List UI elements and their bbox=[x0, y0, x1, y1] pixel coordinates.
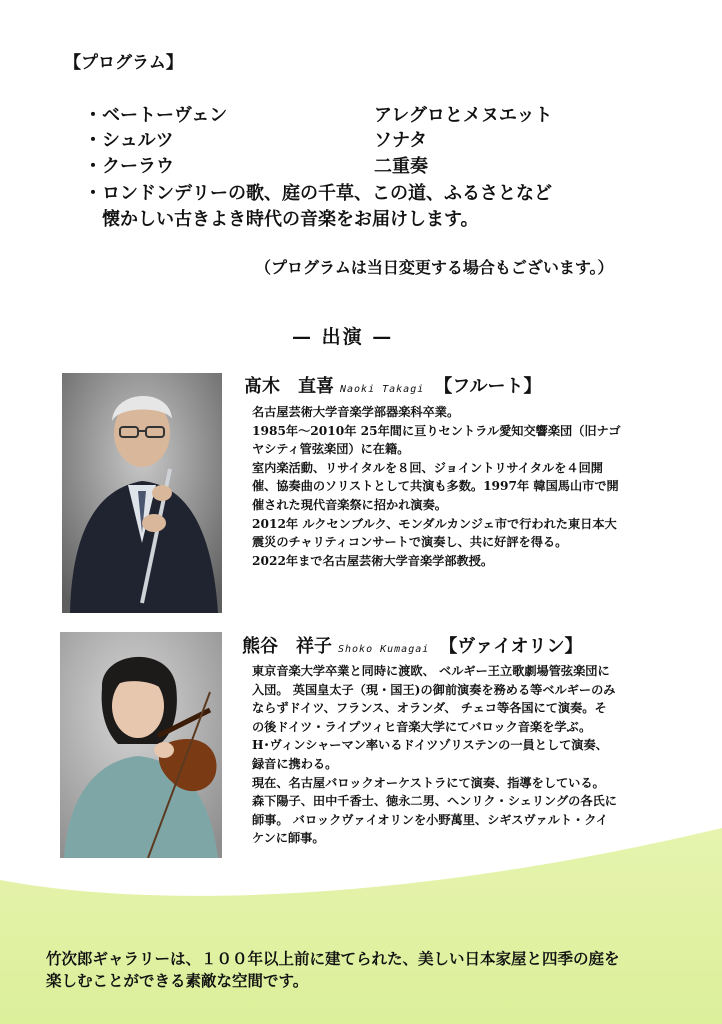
program-composer: ・クーラウ bbox=[84, 156, 174, 177]
bio-line: 催された現代音楽祭に招かれ演奏。 bbox=[252, 497, 447, 512]
bio-line: ならずドイツ、フランス、オランダ、 チェコ等各国にて演奏。そ bbox=[252, 701, 607, 716]
bio-line: 2012年 ルクセンブルク、モンダルカンジェ市で行われた東日本大 bbox=[252, 516, 617, 531]
bio-line: 東京音楽大学卒業と同時に渡欧、 ベルギー王立歌劇場管弦楽団に bbox=[252, 664, 610, 678]
bio-line: ケンに師事。 bbox=[252, 831, 325, 846]
program-work: 二重奏 bbox=[374, 156, 428, 177]
bio-line: 現在、名古屋バロックオーケストラにて演奏、指導をしている。 bbox=[252, 775, 605, 790]
program-extra-line: ・ロンドンデリーの歌、庭の千草、この道、ふるさとなど bbox=[84, 183, 552, 204]
program-heading: 【プログラム】 bbox=[64, 53, 183, 73]
bio-line: 催、協奏曲のソリストとして共演も多数。1997年 韓国馬山市で開 bbox=[252, 479, 619, 494]
performers-heading: — 出演 — bbox=[292, 326, 394, 348]
program-change-note: （プログラムは当日変更する場合もございます。） bbox=[255, 258, 614, 277]
bio-line: 師事。 バロックヴァイオリンを小野萬里、シギスヴァルト・クイ bbox=[252, 812, 608, 827]
performer-name: 髙木 直喜 bbox=[244, 376, 334, 397]
program-composer: ・ベートーヴェン bbox=[84, 105, 228, 126]
performer-photo-violin bbox=[60, 632, 222, 858]
bio-line: の後ドイツ・ライプツィヒ音楽大学にてバロック音楽を学ぶ。 bbox=[252, 719, 592, 734]
bio-line: 入団。 英国皇太子（現・国王)の御前演奏を務める等ベルギーのみ bbox=[252, 682, 616, 697]
gallery-description-line: 楽しむことができる素敵な空間です。 bbox=[46, 971, 309, 990]
bio-line: 森下陽子、田中千香士、徳永二男、ヘンリク・シェリングの各氏に bbox=[252, 794, 617, 809]
bio-line: 1985年～2010年 25年間に亘りセントラル愛知交響楽団（旧ナゴ bbox=[252, 423, 621, 438]
program-work: ソナタ bbox=[374, 130, 428, 151]
program-item bbox=[84, 101, 553, 127]
performer-instrument: 【フルート】 bbox=[434, 376, 542, 397]
bio-line: H･ヴィンシャーマン率いるドイツゾリステンの一員として演奏、 bbox=[252, 738, 608, 753]
performer-name: 熊谷 祥子 bbox=[242, 636, 332, 657]
performer-name-roman: Shoko Kumagai bbox=[338, 644, 430, 655]
program-composer: ・シュルツ bbox=[84, 130, 174, 151]
bio-line: 録音に携わる。 bbox=[252, 756, 338, 771]
performer-bio bbox=[252, 662, 617, 848]
program-item bbox=[84, 126, 427, 152]
program-work: アレグロとメヌエット bbox=[374, 105, 553, 126]
gallery-description-line: 竹次郎ギャラリーは、１００年以上前に建てられた、美しい日本家屋と四季の庭を bbox=[46, 949, 620, 968]
performer-photo-flute bbox=[62, 373, 222, 613]
performer-bio bbox=[252, 403, 621, 570]
bio-line: 震災のチャリティコンサートで演奏し、共に好評を得る。 bbox=[252, 535, 568, 550]
bio-line: 2022年まで名古屋芸術大学音楽学部教授。 bbox=[252, 553, 494, 568]
bio-line: 室内楽活動、リサイタルを８回、ジョイントリサイタルを４回開 bbox=[252, 460, 603, 475]
performer-name-roman: Naoki Takagi bbox=[340, 384, 425, 395]
performer-name-row bbox=[242, 632, 583, 658]
bio-line: ヤシティ管弦楽団）に在籍。 bbox=[252, 442, 410, 457]
performer-instrument: 【ヴァイオリン】 bbox=[439, 636, 583, 657]
program-item bbox=[84, 152, 428, 178]
bio-line: 名古屋芸術大学音楽学部器楽科卒業。 bbox=[252, 405, 460, 419]
program-extra-line: 懐かしい古きよき時代の音楽をお届けします。 bbox=[84, 209, 479, 230]
gallery-description bbox=[46, 948, 620, 992]
performer-name-row bbox=[244, 372, 542, 398]
